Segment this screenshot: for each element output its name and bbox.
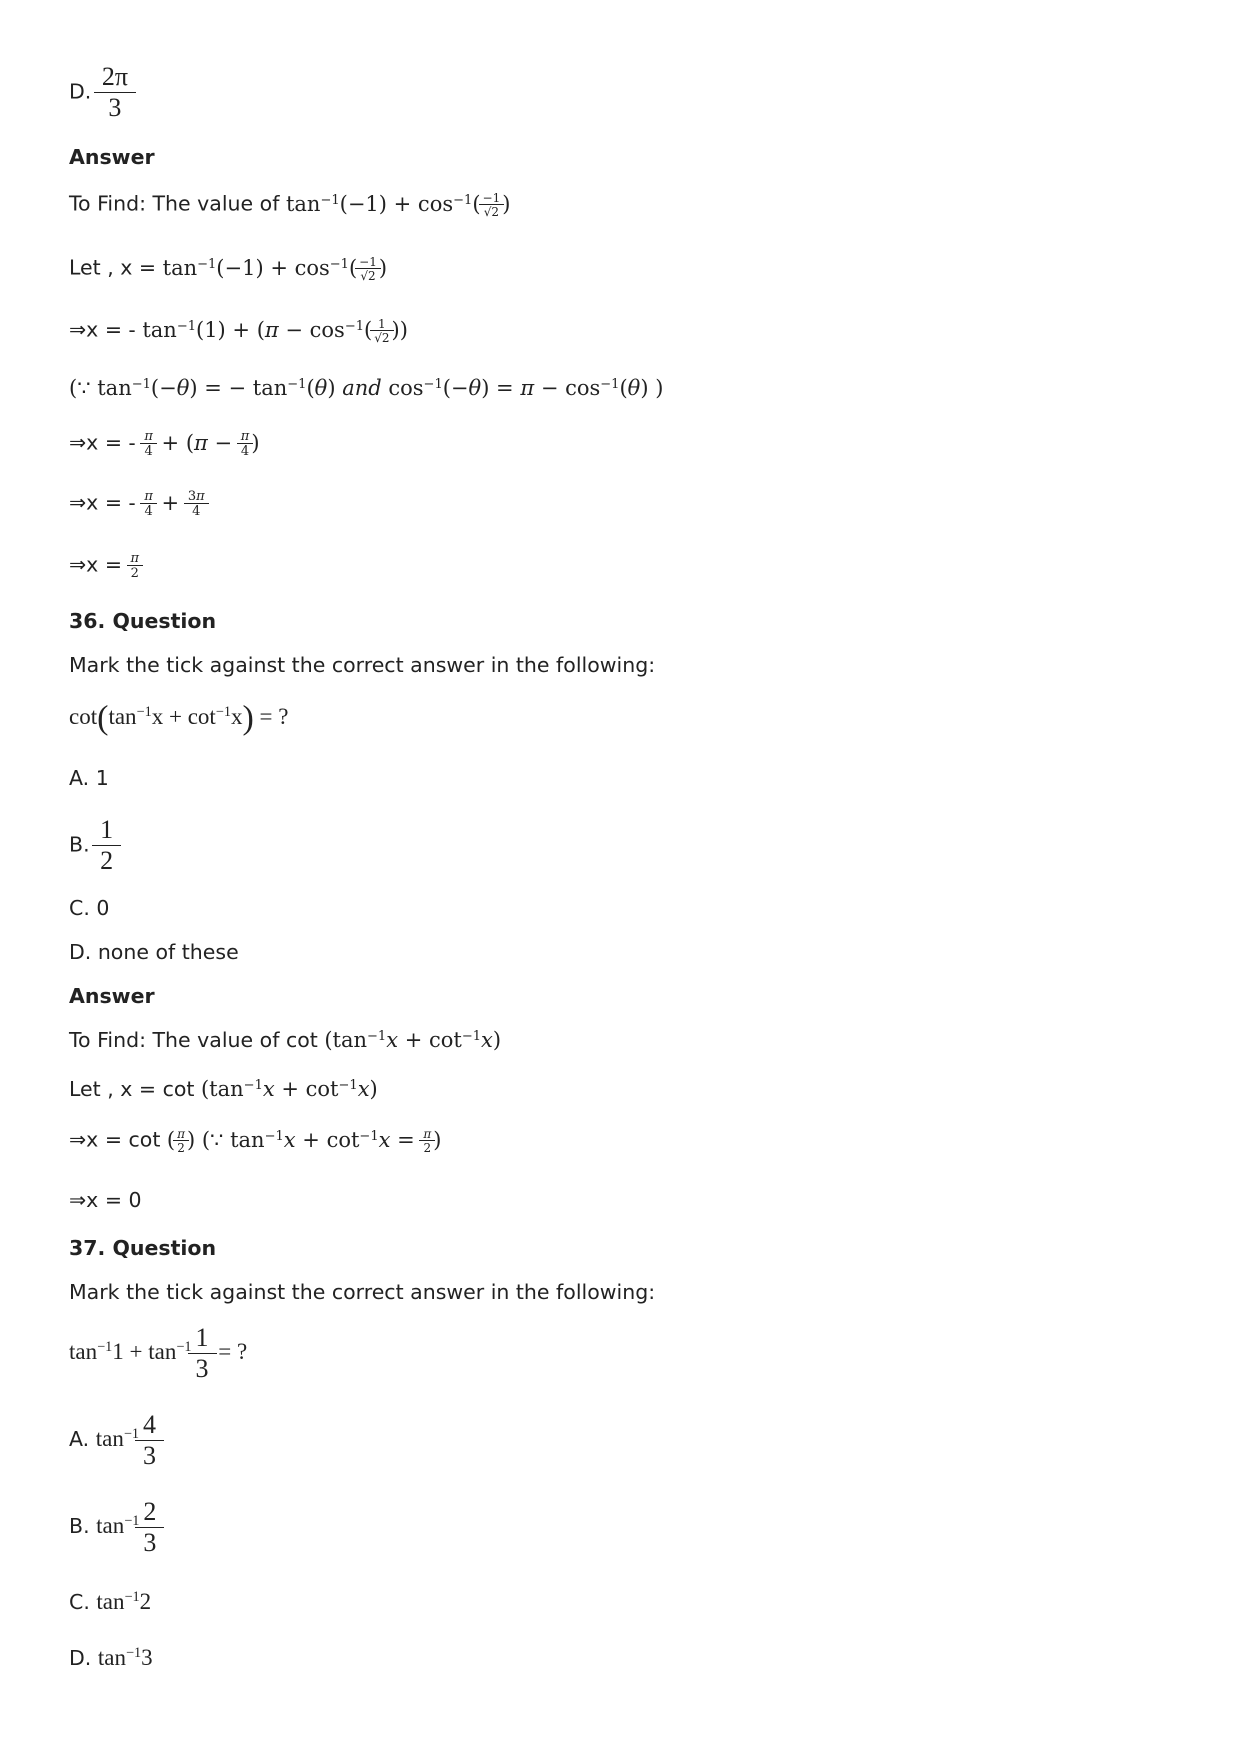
math-expression: $\tan^{-1}2$ (96, 1589, 152, 1614)
option-b: B. $\frac{1}{2}$ (69, 815, 117, 876)
option-c: C. $\tan^{-1}2$ (69, 1589, 152, 1614)
math-expression: $(\tan^{-1}x + \cot^{-1}x)$ (200, 1077, 378, 1101)
math-expression: - $\frac{\pi}{4}$ + $\frac{3\pi}{4}$ (129, 491, 207, 515)
math-expression: $\cot(\tan^{-1}x + \cot^{-1}x)$ = ? (69, 700, 289, 737)
fraction: $\frac{1}{2}$ (96, 815, 117, 876)
to-find-line: To Find: The value of $\tan^{-1}(-1) + \cos^{-1}$( $\frac{-1}{√2}$ ) (69, 191, 511, 219)
step-line: ⇒x = - $\frac{\pi}{4}$ + $\frac{3\pi}{4}$ (69, 490, 207, 518)
math-expression: $\tan^{-1}3$ (97, 1645, 153, 1670)
question-prompt: Mark the tick against the correct answer in the following: (69, 1280, 656, 1304)
let-line: Let , $x = \cot (\tan^{-1}x + \cot^{-1}x)$ (69, 1077, 378, 1101)
question-heading: 36. Question (69, 609, 217, 633)
step-line: ⇒x = $\frac{\pi}{2}$ (69, 552, 141, 580)
option-d: D. none of these (69, 940, 239, 964)
math-expression: - $\tan^{-1}(1) + (\pi - \cos^{-1}$( $\frac{1}{√2}$ )) (128, 317, 408, 345)
let-line: Let , $x = \tan^{-1}(-1) + \cos^{-1}$( $\frac{-1}{√2}$ ) (69, 255, 388, 283)
math-expression: $\tan^{-1}$ $\frac{4}{3}$ (96, 1426, 160, 1451)
step-line: ⇒x = - $\tan^{-1}(1) + (\pi - \cos^{-1}$( $\frac{1}{√2}$ )) (69, 317, 408, 345)
fraction: $\frac{2\pi}{3}$ (98, 62, 132, 123)
option-d: D. $\tan^{-1}3$ (69, 1645, 153, 1670)
step-line: ⇒x = cot ( $\frac{\pi}{2}$ ) (∵ $\tan^{-1}x + \cot^{-1}x$ = $\frac{\pi}{2}$ ) (69, 1127, 442, 1155)
option-a: A. 1 (69, 766, 109, 790)
math-expression: $\tan^{-1}(-1) + \cos^{-1}$( $\frac{-1}{√2}$ ) (162, 255, 388, 283)
answer-heading: Answer (69, 145, 155, 169)
question-prompt: Mark the tick against the correct answer in the following: (69, 653, 656, 677)
question-heading: 37. Question (69, 1236, 217, 1260)
math-expression: $\frac{\pi}{2}$ (129, 553, 142, 577)
to-find-line: To Find: The value of $\cot (\tan^{-1}x + \cot^{-1}x)$ (69, 1028, 502, 1052)
option-c: C. 0 (69, 896, 110, 920)
question-expression (69, 702, 288, 736)
math-expression: $(\tan^{-1}x + \cot^{-1}x)$ (324, 1028, 502, 1052)
question-expression (69, 1323, 247, 1384)
answer-heading: Answer (69, 984, 155, 1008)
math-expression: (∵ $\tan^{-1}(-\theta)$ = − $\tan^{-1}(\theta)$ and $\cos^{-1}(-\theta) = \pi - \cos^{-1}(\theta)$ ) (69, 376, 664, 400)
math-expression: $\tan^{-1}(-1) + \cos^{-1}$( $\frac{-1}{√2}$ ) (285, 191, 511, 219)
option-d: D. $\frac{2\pi}{3}$ (69, 62, 132, 123)
identity-line (69, 378, 663, 399)
option-b: B. $\tan^{-1}$ $\frac{2}{3}$ (69, 1497, 160, 1558)
step-line: ⇒x = - $\frac{\pi}{4}$ + (π − $\frac{\pi}{4}$ ) (69, 429, 260, 459)
step-line: ⇒x = 0 (69, 1188, 142, 1212)
math-expression: ( $\frac{\pi}{2}$ ) (∵ $\tan^{-1}x + \cot^{-1}x$ = $\frac{\pi}{2}$ ) (166, 1127, 442, 1155)
math-expression: - $\frac{\pi}{4}$ + (π − $\frac{\pi}{4}$ ) (128, 429, 260, 459)
math-expression: $\tan^{-1}1 + \tan^{-1}$ $\frac{1}{3}$ = ? (69, 1323, 248, 1383)
option-a: A. $\tan^{-1}$ $\frac{4}{3}$ (69, 1410, 160, 1471)
math-expression: $\tan^{-1}$ $\frac{2}{3}$ (96, 1513, 160, 1538)
